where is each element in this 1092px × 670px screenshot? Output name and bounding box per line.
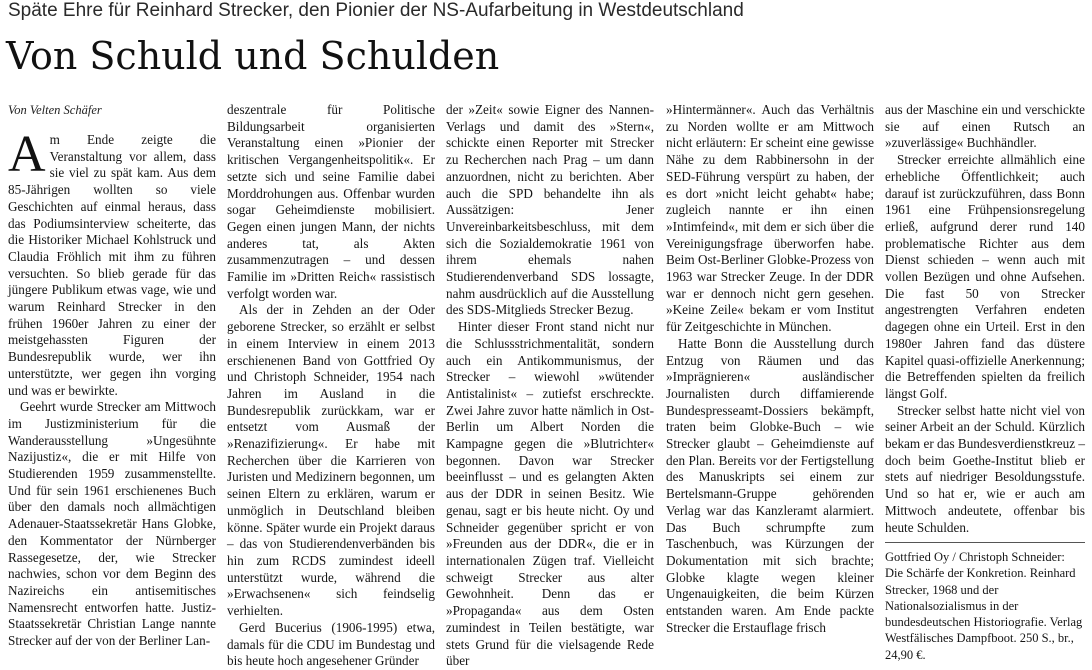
article-column-5	[885, 102, 1085, 662]
paragraph: Als der in Zehden an der Oder geborene Strecker, so erzählt er selbst in einem Interview in einem 2013 erschienenen Band von Gottfried Oy und Christoph Schneider, 1954 nach Jahren im Ausland in die Bundesrepublik zurückkam, war er entsetzt vom Ausmaß der »Renazifizierung«. Er habe mit Recherchen über die Karrieren von Juristen und Medizinern begonnen, um seinen Eltern zu erklären, warum er unmöglich in Deutschland bleiben könne. Später wurde ein Projekt daraus – das von Studierendenverbänden bis hin zum RCDS zumindest ideell unterstützt wurde, während die »Erwachsenen« sich feindselig verhielten.	[227, 302, 435, 619]
paragraph: Hatte Bonn die Ausstellung durch Entzug von Räumen und das »Imprägnieren« ausländischer Journalisten durch diffamierende Bundespresseamt-Dossiers bekämpft, traten beim Globke-Buch – wie Strecker glaubt – Geheimdienste auf den Plan. Bereits vor der Fertigstellung des Manuskripts sei einem zur Bertelsmann-Gruppe gehörenden Verlag war das Kanzleramt alarmiert. Das Buch schrumpfte zum Taschenbuch, was Kürzungen der Dokumentation mit sich brachte; Globke klagte wegen kleiner Ungenauigkeiten, die beim Kürzen entstanden waren. Am Ende packte Strecker die Erstauflage frisch	[666, 335, 874, 635]
paragraph: Geehrt wurde Strecker am Mittwoch im Justizministerium für die Wanderausstellung »Ungesühnte Nazijustiz«, die er mit Hilfe von Studierenden 1959 zusammenstellte. Und für sein 1961 erschienenes Buch über den damals noch allmächtigen Adenauer-Staatssekretär Hans Globke, den Kommentator der Nürnberger Rassegesetze, der, wie Strecker nachwies, schon vor dem Beginn des Nazireichs ein antisemitisches Namensrecht entworfen hatte. Justiz-Staatssekretär Christian Lange nannte Strecker auf der von der Berliner Lan-	[8, 399, 216, 649]
paragraph: Hinter dieser Front stand nicht nur die Schlussstrichmentalität, sondern auch ein Antikommunismus, der Strecker – wiewohl »wütender Antistalinist« – zutiefst erschreckte. Zwei Jahre zuvor hatte nämlich in Ost-Berlin um Albert Norden die Kampagne gegen die »Blutrichter« begonnen. Davon war Strecker beeinflusst – und es gelangten Akten aus der DDR in seinen Besitz. Wie genau, sagt er bis heute nicht. Oy und Schneider gegenüber spricht er von »Freunden aus der DDR«, die er in internationalen Zügen traf. Vielleicht schweigt Strecker aus alter Gewohnheit. Denn das er »Propaganda« aus dem Osten zumindest in Teilen bestätigte, war stets Grund für die vielsagende Rede über	[446, 319, 654, 669]
article-column-3	[446, 102, 654, 669]
paragraph: »Hintermänner«. Auch das Verhältnis zu Norden wollte er am Mittwoch nicht erläutern: Er scheint eine gewisse Nähe zu dem Rabbinersohn in der SED-Führung verspürt zu haben, der es dort »nicht leicht gehabt« habe; zugleich nannte er ihn einen »Intimfeind«, mit dem er sich über die Vereinigungsfrage überworfen habe. Beim Ost-Berliner Globke-Prozess von 1963 war Strecker Zeuge. In der DDR war er dennoch nicht gern gesehen. »Keine Zeile« bekam er vom Institut für Zeitgeschichte in München.	[666, 102, 874, 335]
paragraph: Gerd Bucerius (1906-1995) etwa, damals für die CDU im Bundestag und bis heute hoch angesehener Gründer	[227, 619, 435, 669]
drop-cap: A	[8, 126, 46, 183]
byline: Von Velten Schäfer	[8, 103, 102, 117]
book-info: Gottfried Oy / Christoph Schneider: Die Schärfe der Konkretion. Reinhard Strecker, 1968 und der Nationalsozialismus in der bundesdeutschen Historiografie. Verlag Westfälisches Dampfboot. 250 S., br., 24,90 €.	[885, 550, 1083, 662]
divider	[885, 542, 1085, 543]
article-column-4	[666, 102, 874, 635]
article-column-1	[8, 102, 216, 649]
article-column-2	[227, 102, 435, 669]
article-kicker: Späte Ehre für Reinhard Strecker, den Pionier der NS-Aufarbeitung in Westdeutschland	[8, 0, 744, 21]
paragraph: Strecker selbst hatte nicht viel von seiner Arbeit an der Schuld. Kürzlich bekam er das Bundesverdienstkreuz – doch beim Goethe-Institut blieb er stets auf niedriger Besoldungsstufe. Und so hat er, wie er auch am Mittwoch andeutete, offenbar bis heute Schulden.	[885, 402, 1085, 535]
paragraph: Am Ende zeigte die Veranstaltung vor allem, dass sie viel zu spät kam. Aus dem 85-Jährigen wollten so viele Geschichten auf einmal heraus, dass das Podiumsinterview scheiterte, das die Historiker Michael Kohlstruck und Claudia Fröhlich mit ihm zu führen versuchten. So blieb gerade für das jüngere Publikum etwas vage, wie und warum Reinhard Strecker in den frühen 1960er Jahren zu einer der meistgehassten Figuren der Bundesrepublik wurde, wer ihn unterstützte, wer gegen ihn vorging und was er bewirkte.	[8, 126, 216, 398]
paragraph: Strecker erreichte allmählich eine erhebliche Öffentlichkeit; auch darauf ist zurückzuführen, dass Bonn 1961 eine Frühpensionsregelung erließ, aufgrund derer rund 140 problematische Richter aus dem Dienst schieden – wenn auch mit vollen Bezügen und ohne Aufsehen. Die fast 50 von Strecker angestrengten Verfahren endeten dagegen ohne ein Urteil. Erst in den 1980er Jahren fand das düstere Kapitel quasi-offizielle Anerkennung; die Betreffenden spielten da freilich längst Golf.	[885, 152, 1085, 401]
paragraph: der »Zeit« sowie Eigner des Nannen-Verlags und damit des »Stern«, schickte einen Reporter mit Strecker zu Recherchen nach Prag – um dann anzuordnen, nicht zu berichten. Aber auch die SPD behandelte ihn als Aussätzigen: Jener Unvereinbarkeitsbeschluss, mit dem sich die Sozialdemokratie 1961 von ihrem ehemals nahen Studierendenverband SDS lossagte, nahm ausdrücklich auf die Ausstellung des SDS-Mitglieds Strecker Bezug.	[446, 102, 654, 318]
article-headline: Von Schuld und Schulden	[6, 34, 500, 78]
paragraph: aus der Maschine ein und verschickte sie auf einen Rutsch an »zuverlässige« Buchhändler.	[885, 102, 1085, 151]
paragraph: deszentrale für Politische Bildungsarbeit organisierten Veranstaltung einen »Pionier der kritischen Vergangenheitspolitik«. Er setzte sich und seine Familie dabei Morddrohungen aus. Offenbar wurden sogar Geheimdienste mobilisiert. Gegen einen jungen Mann, der nichts anderes tat, als Akten zusammenzutragen – und dessen Familie im »Dritten Reich« rassistisch verfolgt worden war.	[227, 102, 435, 301]
